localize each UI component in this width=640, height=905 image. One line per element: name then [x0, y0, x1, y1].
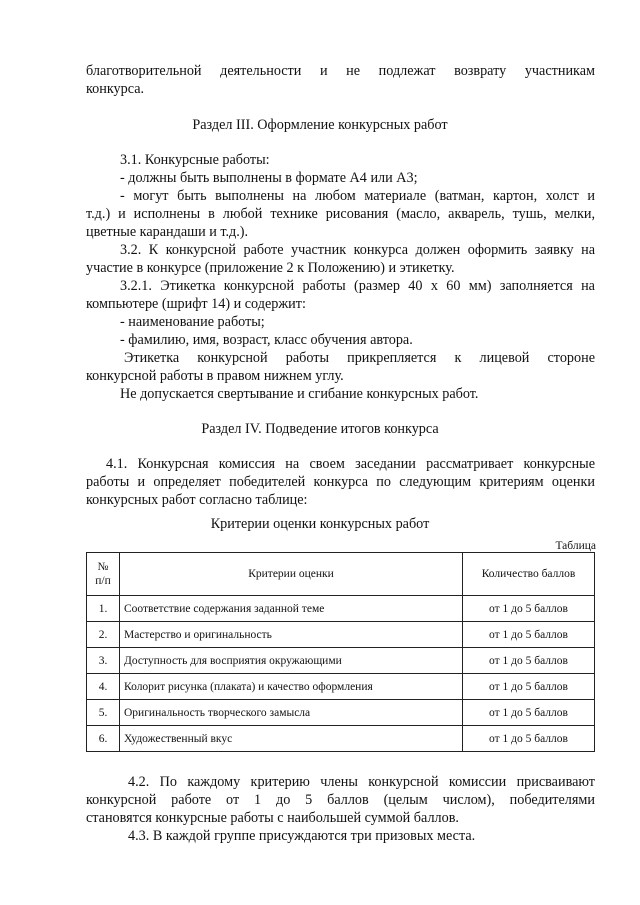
p31-bullet-material-line-2: т.д.) и исполнены в любой технике рисования (масло, акварель, тушь, мелки, [86, 206, 595, 222]
criteria-table [86, 552, 595, 752]
row-score: от 1 до 5 баллов [463, 622, 595, 648]
no-fold-note: Не допускается свертывание и сгибание конкурсных работ. [120, 386, 479, 402]
row-number: 1. [87, 596, 120, 622]
header-number-line-1: № [97, 561, 109, 573]
p41-line-2: работы и определяет победителей конкурса по следующим критериям оценки [86, 474, 595, 490]
p321-line-2: компьютере (шрифт 14) и содержит: [86, 296, 306, 312]
p42-line-1: 4.2. По каждому критерию члены конкурсной комиссии присваивают [128, 774, 595, 790]
label-paragraph-line-1: Этикетка конкурсной работы прикрепляется к лицевой стороне [124, 350, 595, 366]
row-criterion: Художественный вкус [120, 726, 463, 752]
p321-line-1: 3.2.1. Этикетка конкурсной работы (размер 40 х 60 мм) заполняется на [120, 278, 595, 294]
p31-bullet-material-line-1: - могут быть выполнены на любом материале (ватман, картон, холст и [120, 188, 595, 204]
header-number [87, 553, 120, 596]
p42-line-2: конкурсной работе от 1 до 5 баллов (целым числом), победителями [86, 792, 595, 808]
row-score: от 1 до 5 баллов [463, 596, 595, 622]
bullet-title: - наименование работы; [120, 314, 265, 330]
header-criteria: Критерии оценки [120, 553, 463, 596]
row-number: 3. [87, 648, 120, 674]
header-score: Количество баллов [463, 553, 595, 596]
p31-bullet-material-line-3: цветные карандаши и т.д.). [86, 224, 249, 240]
row-number: 5. [87, 700, 120, 726]
label-paragraph-line-2: конкурсной работы в правом нижнем углу. [86, 368, 344, 384]
row-criterion: Мастерство и оригинальность [120, 622, 463, 648]
row-number: 4. [87, 674, 120, 700]
table-row [87, 622, 595, 648]
bullet-author: - фамилию, имя, возраст, класс обучения автора. [120, 332, 413, 348]
table-title: Критерии оценки конкурсных работ [210, 516, 430, 532]
row-score: от 1 до 5 баллов [463, 700, 595, 726]
row-criterion: Оригинальность творческого замысла [120, 700, 463, 726]
table-caption: Таблица [555, 540, 596, 552]
p31-bullet-format: - должны быть выполнены в формате А4 или А3; [120, 170, 418, 186]
p32-line-2: участие в конкурсе (приложение 2 к Положению) и этикетку. [86, 260, 455, 276]
section-4-title: Раздел IV. Подведение итогов конкурса [201, 421, 439, 437]
row-number: 6. [87, 726, 120, 752]
intro-line-1: благотворительной деятельности и не подлежат возврату участникам [86, 63, 595, 79]
p41-line-1: 4.1. Конкурсная комиссия на своем заседании рассматривает конкурсные [106, 456, 595, 472]
table-row [87, 596, 595, 622]
row-criterion: Соответствие содержания заданной теме [120, 596, 463, 622]
row-criterion: Колорит рисунка (плаката) и качество оформления [120, 674, 463, 700]
row-score: от 1 до 5 баллов [463, 726, 595, 752]
table-row [87, 674, 595, 700]
p41-line-3: конкурсных работ согласно таблице: [86, 492, 308, 508]
section-3-title: Раздел III. Оформление конкурсных работ [192, 117, 448, 133]
p32-line-1: 3.2. К конкурсной работе участник конкурса должен оформить заявку на [120, 242, 595, 258]
row-number: 2. [87, 622, 120, 648]
p31-title: 3.1. Конкурсные работы: [120, 152, 270, 168]
row-score: от 1 до 5 баллов [463, 648, 595, 674]
row-score: от 1 до 5 баллов [463, 674, 595, 700]
table-row [87, 648, 595, 674]
intro-line-2: конкурса. [86, 81, 145, 97]
table-row [87, 726, 595, 752]
row-criterion: Доступность для восприятия окружающими [120, 648, 463, 674]
table-row [87, 700, 595, 726]
header-number-line-2: п/п [95, 575, 111, 587]
p42-line-3: становятся конкурсные работы с наибольшей суммой баллов. [86, 810, 459, 826]
table-header-row [87, 553, 595, 596]
p43: 4.3. В каждой группе присуждаются три призовых места. [128, 828, 476, 844]
